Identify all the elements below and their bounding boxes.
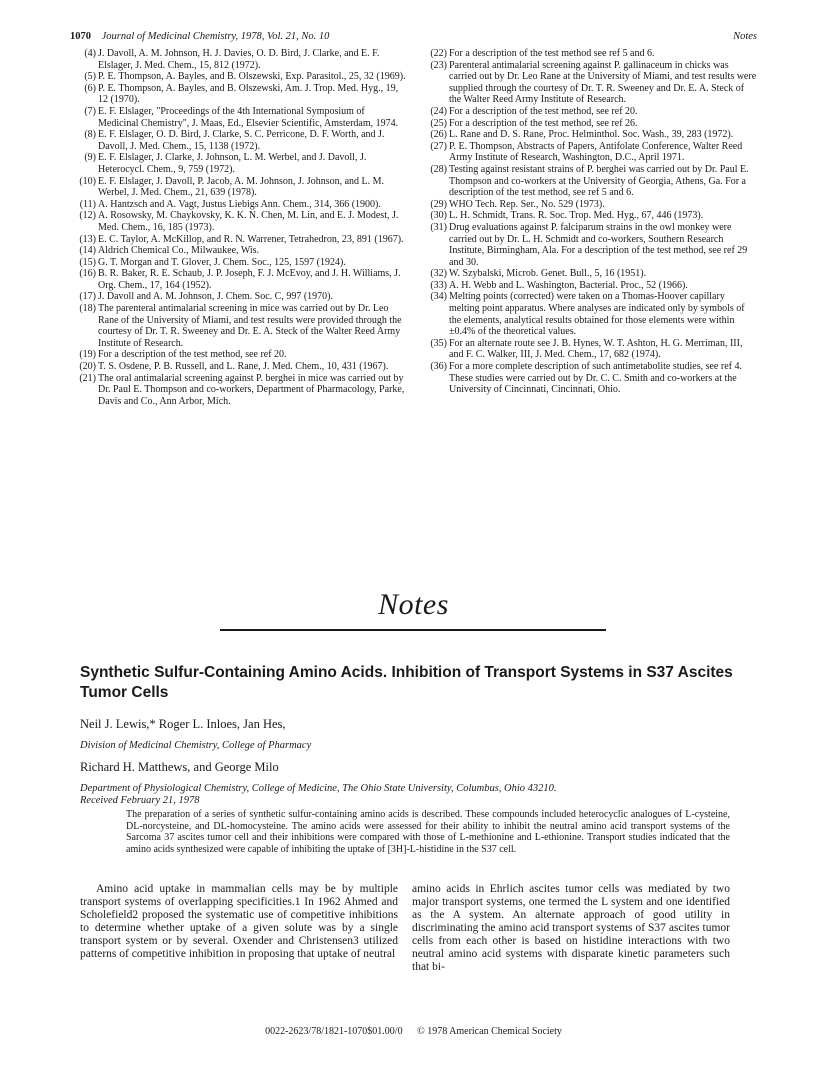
reference-number: (18) (79, 303, 96, 315)
reference-item (421, 280, 757, 292)
references-right-column (421, 48, 757, 396)
abstract: The preparation of a series of synthetic sulfur-containing amino acids is described. These compounds included heterocyclic analogues of L-cysteine, DL-norcysteine, and DL-homocysteine. The amino acids were assessed for their ability to inhibit the neutral amino acid transport systems of the Sarcoma 37 ascites tumor cell and their inhibitions were compared with those of L-methionine and L-ethionine. Transport studies indicated that the amino acids synthesized were capable of inhibiting the uptake of [3H]-L-histidine in the S37 cell. (126, 809, 730, 855)
reference-item (70, 361, 406, 373)
reference-item (421, 48, 757, 60)
reference-item (421, 106, 757, 118)
copyright-notice: © 1978 American Chemical Society (417, 1026, 562, 1037)
authors-line-2: Richard H. Matthews, and George Milo (80, 760, 279, 774)
reference-item (421, 60, 757, 106)
reference-text: Parenteral antimalarial screening against P. gallinaceum in chicks was carried out by Dr. Leo Rane at the University of Miami, and test results were supplied through the courtesy of Dr. T. R. Sweeney and Dr. E. A. Steck of the Walter Reed Army Institute of Research. (449, 59, 757, 106)
reference-item (70, 303, 406, 349)
heading-rule (220, 629, 606, 631)
reference-text: A. Hantzsch and A. Vagt, Justus Liebigs Ann. Chem., 314, 366 (1900). (98, 198, 381, 210)
reference-number: (36) (430, 361, 447, 373)
reference-number: (9) (84, 152, 96, 164)
reference-item (70, 106, 406, 129)
reference-number: (33) (430, 279, 447, 291)
article-code: 0022-2623/78/1821-1070$01.00/0 (265, 1026, 403, 1037)
reference-number: (34) (430, 291, 447, 303)
article-title: Synthetic Sulfur-Containing Amino Acids. Inhibition of Transport Systems in S37 Ascites Tumor Cells (80, 664, 733, 701)
reference-text: P. E. Thompson, Abstracts of Papers, Antifolate Conference, Walter Reed Army Institute of Research, Washington, D.C., April 1971. (449, 140, 743, 164)
reference-item (70, 349, 406, 361)
reference-item (421, 210, 757, 222)
reference-number: (29) (430, 198, 447, 210)
reference-number: (17) (79, 291, 96, 303)
reference-item (70, 199, 406, 211)
reference-text: W. Szybalski, Microb. Genet. Bull., 5, 16 (1951). (449, 268, 647, 280)
reference-item (421, 118, 757, 130)
reference-item (421, 164, 757, 199)
reference-number: (22) (430, 48, 447, 59)
reference-text: For a description of the test method, see ref 20. (449, 105, 638, 117)
reference-item (70, 245, 406, 257)
reference-number: (26) (430, 129, 447, 141)
reference-item (421, 338, 757, 361)
reference-item (70, 48, 406, 71)
reference-item (70, 291, 406, 303)
references-left-column (70, 48, 406, 407)
reference-text: L. Rane and D. S. Rane, Proc. Helminthol. Soc. Wash., 39, 283 (1972). (449, 129, 734, 141)
reference-text: J. Davoll and A. M. Johnson, J. Chem. Soc. C, 997 (1970). (98, 291, 333, 303)
reference-item (421, 199, 757, 211)
reference-number: (5) (84, 71, 96, 83)
reference-item (421, 268, 757, 280)
reference-item (70, 129, 406, 152)
reference-number: (28) (430, 163, 447, 175)
reference-number: (16) (79, 268, 96, 280)
reference-item (70, 268, 406, 291)
reference-text: E. F. Elslager, "Proceedings of the 4th International Symposium of Medicinal Chemistry", J. Maas, Ed., Elsevier Scientific, Amsterdam, 1974. (98, 105, 399, 129)
reference-text: A. H. Webb and L. Washington, Bacterial. Proc., 52 (1966). (449, 279, 688, 291)
reference-item (70, 373, 406, 408)
reference-text: E. C. Taylor, A. McKillop, and R. N. Warrener, Tetrahedron, 23, 891 (1967). (98, 233, 404, 245)
affiliation-2: Department of Physiological Chemistry, College of Medicine, The Ohio State University, Columbus, Ohio 43210. (80, 783, 557, 794)
reference-number: (25) (430, 117, 447, 129)
reference-number: (32) (430, 268, 447, 280)
reference-number: (4) (84, 48, 96, 59)
reference-item (70, 71, 406, 83)
reference-text: For a description of the test method, see ref 20. (98, 349, 287, 361)
received-date: Received February 21, 1978 (80, 795, 200, 806)
section-heading: Notes (378, 588, 449, 621)
reference-item (421, 222, 757, 268)
page-number: 1070 (70, 31, 91, 42)
reference-number: (11) (79, 198, 96, 210)
reference-item (421, 291, 757, 337)
reference-number: (13) (79, 233, 96, 245)
reference-text: T. S. Osdene, P. B. Russell, and L. Rane, J. Med. Chem., 10, 431 (1967). (98, 361, 389, 373)
reference-text: The parenteral antimalarial screening in mice was carried out by Dr. Leo Rane of the University of Miami, and test results were provided through the courtesy of Dr. T. R. Sweeney and Dr. E. A. Steck of the Walter Reed Army Institute of Research. (98, 303, 402, 349)
reference-number: (10) (79, 175, 96, 187)
reference-number: (15) (79, 256, 96, 268)
reference-text: Melting points (corrected) were taken on a Thomas-Hoover capillary melting point apparatus. Where analyses are indicated only by symbols of the elements, analytical results obtained for those elements were within ±0.4% of the theoretical values. (449, 291, 745, 338)
reference-number: (6) (84, 82, 96, 94)
reference-text: E. F. Elslager, J. Davoll, P. Jacob, A. M. Johnson, J. Johnson, and L. M. Werbel, J. Med. Chem., 21, 639 (1978). (98, 175, 385, 199)
reference-text: E. F. Elslager, O. D. Bird, J. Clarke, S. C. Perricone, D. F. Worth, and J. Davoll, J. Med. Chem., 15, 1138 (1972). (98, 129, 385, 152)
body-column-right: amino acids in Ehrlich ascites tumor cells was mediated by two major transport systems, one termed the L system and one identified as the A system. An alternate approach of good utility in discriminating the amino acid transport systems of S37 ascites tumor cells from each other is based on histidine interactions with two neutral amino acid systems with disparate kinetic parameters such that bi- (412, 883, 730, 973)
reference-number: (20) (79, 361, 96, 373)
authors-line-1: Neil J. Lewis,* Roger L. Inloes, Jan Hes, (80, 717, 286, 731)
reference-item (421, 141, 757, 164)
affiliation-1: Division of Medicinal Chemistry, College of Pharmacy (80, 740, 312, 751)
reference-item (70, 257, 406, 269)
reference-number: (12) (79, 210, 96, 222)
reference-text: J. Davoll, A. M. Johnson, H. J. Davies, O. D. Bird, J. Clarke, and E. F. Elslager, J. Med. Chem., 15, 812 (1972). (98, 48, 380, 71)
reference-text: A. Rosowsky, M. Chaykovsky, K. K. N. Chen, M. Lin, and E. J. Modest, J. Med. Chem., 16, 185 (1973). (98, 210, 399, 233)
reference-item (421, 361, 757, 396)
reference-text: B. R. Baker, R. E. Schaub, J. P. Joseph, F. J. McEvoy, and J. H. Williams, J. Org. Chem., 17, 164 (1952). (98, 268, 401, 291)
reference-number: (14) (79, 245, 96, 257)
section-label: Notes (733, 31, 757, 42)
reference-number: (31) (430, 221, 447, 233)
reference-text: P. E. Thompson, A. Bayles, and B. Olszewski, Exp. Parasitol., 25, 32 (1969). (98, 71, 406, 83)
reference-number: (27) (430, 140, 447, 152)
reference-number: (19) (79, 349, 96, 361)
reference-text: For a description of the test method see ref 5 and 6. (449, 48, 655, 59)
reference-text: E. F. Elslager, J. Clarke, J. Johnson, L. M. Werbel, and J. Davoll, J. Heterocycl. Chem., 9, 759 (1972). (98, 152, 367, 175)
reference-item (70, 152, 406, 175)
reference-item (70, 176, 406, 199)
reference-text: WHO Tech. Rep. Ser., No. 529 (1973). (449, 198, 605, 210)
reference-text: G. T. Morgan and T. Glover, J. Chem. Soc., 125, 1597 (1924). (98, 256, 346, 268)
reference-text: For an alternate route see J. B. Hynes, W. T. Ashton, H. G. Merriman, III, and F. C. Walker, III, J. Med. Chem., 17, 682 (1974). (449, 337, 743, 361)
reference-text: Aldrich Chemical Co., Milwaukee, Wis. (98, 245, 260, 257)
reference-item (421, 129, 757, 141)
reference-number: (30) (430, 210, 447, 222)
reference-text: L. H. Schmidt, Trans. R. Soc. Trop. Med. Hyg., 67, 446 (1973). (449, 210, 704, 222)
reference-item (70, 83, 406, 106)
reference-text: Drug evaluations against P. falciparum strains in the owl monkey were carried out by Dr. L. H. Schmidt and co-workers, Southern Research Institute, Birmingham, Ala. For a description of the test method, see ref 29 and 30. (449, 221, 748, 268)
reference-text: For a more complete description of such antimetabolite studies, see ref 4. These studies were carried out by Dr. C. C. Smith and co-workers at the University of Cincinnati, Cincinnati, Ohio. (449, 361, 742, 396)
reference-number: (8) (84, 129, 96, 141)
reference-text: The oral antimalarial screening against P. berghei in mice was carried out by Dr. Paul E. Thompson and co-workers, Department of Pharmacology, Parke, Davis and Co., Ann Arbor, Mich. (98, 372, 405, 407)
reference-text: Testing against resistant strains of P. berghei was carried out by Dr. Paul E. Thompson and co-workers at the University of Georgia, Athens, Ga. For a description of the test method, see ref 5 and 6. (449, 163, 749, 199)
reference-number: (24) (430, 105, 447, 117)
body-column-left: Amino acid uptake in mammalian cells may be by multiple transport systems of overlapping specificities.1 In 1962 Ahmed and Scholefield2 proposed the systematic use of competitive inhibitions to determine whether uptake of a given solute was by a single transport system or by several. Oxender and Christensen3 utilized patterns of competitive inhibition in proposing that uptake of neutral (80, 883, 398, 960)
reference-text: For a description of the test method, see ref 26. (449, 117, 638, 129)
reference-item (70, 234, 406, 246)
running-head (70, 30, 757, 44)
page-footer (0, 1026, 827, 1037)
reference-item (70, 210, 406, 233)
journal-citation: Journal of Medicinal Chemistry, 1978, Vol. 21, No. 10 (101, 31, 330, 42)
reference-number: (7) (84, 105, 96, 117)
reference-number: (23) (430, 59, 447, 71)
reference-number: (35) (430, 337, 447, 349)
reference-text: P. E. Thompson, A. Bayles, and B. Olszewski, Am. J. Trop. Med. Hyg., 19, 12 (1970). (98, 82, 399, 106)
reference-number: (21) (79, 372, 96, 384)
